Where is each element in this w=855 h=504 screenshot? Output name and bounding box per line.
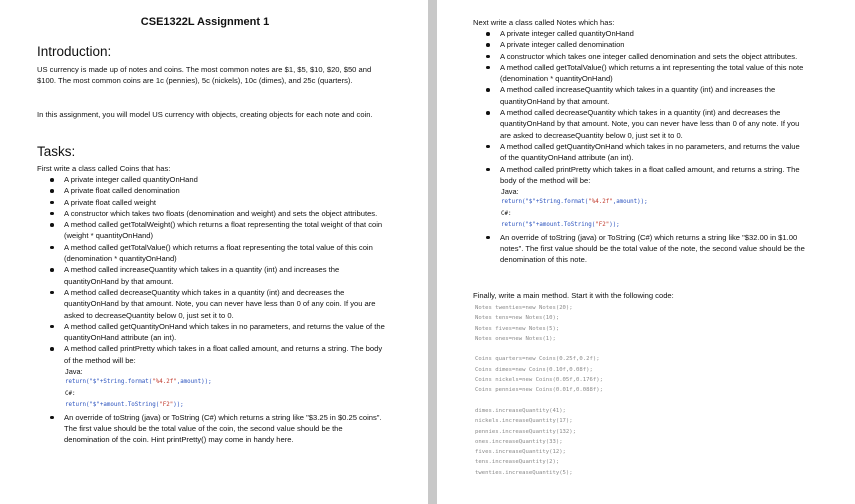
- code-line: Coins pennies=new Coins(0.01f,0.088f);: [475, 387, 603, 394]
- coins-section: [37, 163, 387, 445]
- list-item: A method called getTotalValue() which returns a float representing the total value of this coin (denomination * quantityOnHand): [37, 242, 387, 265]
- notes-intro: Next write a class called Notes which has:: [473, 18, 615, 27]
- java-code: [65, 377, 387, 389]
- code-line: Notes ones=new Notes(1);: [475, 335, 556, 342]
- csharp-label: C#:: [65, 390, 76, 397]
- main-intro: Finally, write a main method. Start it with the following code:: [473, 291, 674, 300]
- list-item: A private integer called quantityOnHand: [37, 174, 387, 185]
- csharp-label: C#:: [501, 210, 512, 217]
- list-item: A private integer called denomination: [473, 39, 808, 50]
- list-item: A private integer called quantityOnHand: [473, 28, 808, 39]
- code-text: ));: [609, 222, 620, 229]
- notes-requirements-list: [473, 28, 808, 186]
- code-line: Coins quarters=new Coins(0.25f,0.2f);: [475, 356, 600, 363]
- notes-code-block: [473, 186, 808, 232]
- code-line: twenties.increaseQuantity(5);: [475, 469, 573, 476]
- list-item: A constructor which takes two floats (denomination and weight) and sets the object attributes.: [37, 208, 387, 219]
- csharp-code: [65, 400, 387, 412]
- code-line: tens.increaseQuantity(2);: [475, 459, 560, 466]
- code-text: ,amount));: [176, 379, 212, 386]
- notes-tostring-item: An override of toString (java) or ToString (C#) which returns a string like "$32.00 in $1.00 notes". The first value should be the total value of the note, the second value should be the denomination of this note.: [473, 232, 808, 266]
- page-2: [437, 0, 855, 504]
- list-item: A method called decreaseQuantity which takes in a quantity (int) and decreases the quantityOnHand by that amount. Note, you can never have less than 0 of any coin. If you are asked to decreaseQuantity below 0, just set it to 0.: [37, 287, 387, 321]
- list-item: A constructor which takes one integer called denomination and sets the object attributes.: [473, 51, 808, 62]
- list-item: A method called decreaseQuantity which takes in a quantity (int) and decreases the quantityOnHand by that amount. Note, you can never have less than 0 of any note. If you are asked to decreaseQuantity below 0, just set it to 0.: [473, 107, 808, 141]
- document-title: CSE1322L Assignment 1: [140, 16, 270, 28]
- list-item: A method called getTotalValue() which returns a int representing the total value of this note (denomination * quantityOnHand): [473, 62, 808, 85]
- code-text: return("$"+amount.ToString(: [65, 402, 160, 409]
- coins-intro: First write a class called Coins that has:: [37, 164, 171, 173]
- java-code: [501, 197, 808, 209]
- tasks-heading: Tasks:: [37, 144, 76, 159]
- notes-section: [473, 17, 808, 266]
- intro-paragraph-1: US currency is made up of notes and coins. The most common notes are $1, $5, $10, $20, $50 and $100. The most common coins are 1c (pennies), 5c (nickels), 10c (dimes), and 25c (quarters).: [37, 65, 372, 85]
- list-item: A method called printPretty which takes in a float called amount, and returns a string. The body of the method will be:: [37, 343, 387, 366]
- code-text: return("$"+String.format(: [65, 379, 153, 386]
- list-item: A method called getQuantityOnHand which takes in no parameters, and returns the value of the quantityOnHand attribute (an int).: [37, 321, 387, 344]
- list-item: A method called getTotalWeight() which returns a float representing the total weight of that coin (weight * quantityOnHand): [37, 219, 387, 242]
- code-string: "%4.2f": [152, 379, 177, 386]
- code-text: return("$"+amount.ToString(: [501, 222, 596, 229]
- code-line: nickels.increaseQuantity(17);: [475, 418, 573, 425]
- code-line: Coins nickels=new Coins(0.05f,0.176f);: [475, 377, 603, 384]
- java-label: Java:: [501, 187, 519, 197]
- code-line: dimes.increaseQuantity(41);: [475, 407, 566, 414]
- java-label: Java:: [65, 367, 83, 377]
- list-item: A method called printPretty which takes in a float called amount, and returns a string. The body of the method will be:: [473, 164, 808, 187]
- code-text: ));: [173, 402, 184, 409]
- code-line: Notes twenties=new Notes(20);: [475, 305, 573, 311]
- list-item: A method called increaseQuantity which takes in a quantity (int) and increases the quantityOnHand by that amount.: [37, 264, 387, 287]
- code-line: Coins dimes=new Coins(0.10f,0.08f);: [475, 366, 593, 373]
- coins-requirements-list: [37, 174, 387, 366]
- main-code-block: [475, 303, 603, 478]
- list-item: A method called increaseQuantity which takes in a quantity (int) and increases the quantityOnHand by that amount.: [473, 84, 808, 107]
- code-text: ,amount));: [612, 199, 648, 206]
- coins-tostring-item: An override of toString (java) or ToString (C#) which returns a string like "$3.25 in $0.25 coins". The first value should be the total value of the coin, the second value should be the denomination of the coin. Hint printPretty() may come in handy here.: [37, 412, 387, 446]
- coins-code-block: [37, 366, 387, 412]
- code-string: "%4.2f": [588, 199, 613, 206]
- intro-paragraph-2: In this assignment, you will model US currency with objects, creating objects for each note and coin.: [37, 110, 373, 119]
- code-line: Notes tens=new Notes(10);: [475, 315, 560, 322]
- list-item: A private float called weight: [37, 197, 387, 208]
- code-line: [475, 396, 603, 406]
- code-string: "F2": [159, 402, 174, 409]
- introduction-heading: Introduction:: [37, 44, 112, 59]
- code-line: [475, 344, 603, 354]
- code-string: "F2": [595, 222, 610, 229]
- code-line: ones.increaseQuantity(33);: [475, 438, 563, 445]
- code-line: fives.increaseQuantity(12);: [475, 449, 566, 456]
- code-text: return("$"+String.format(: [501, 199, 589, 206]
- code-line: Notes fives=new Notes(5);: [475, 325, 560, 332]
- list-item: A private float called denomination: [37, 185, 387, 196]
- csharp-code: [501, 220, 808, 232]
- code-line: pennies.increaseQuantity(132);: [475, 428, 577, 435]
- list-item: A method called getQuantityOnHand which takes in no parameters, and returns the value of the quantityOnHand attribute (an int).: [473, 141, 808, 164]
